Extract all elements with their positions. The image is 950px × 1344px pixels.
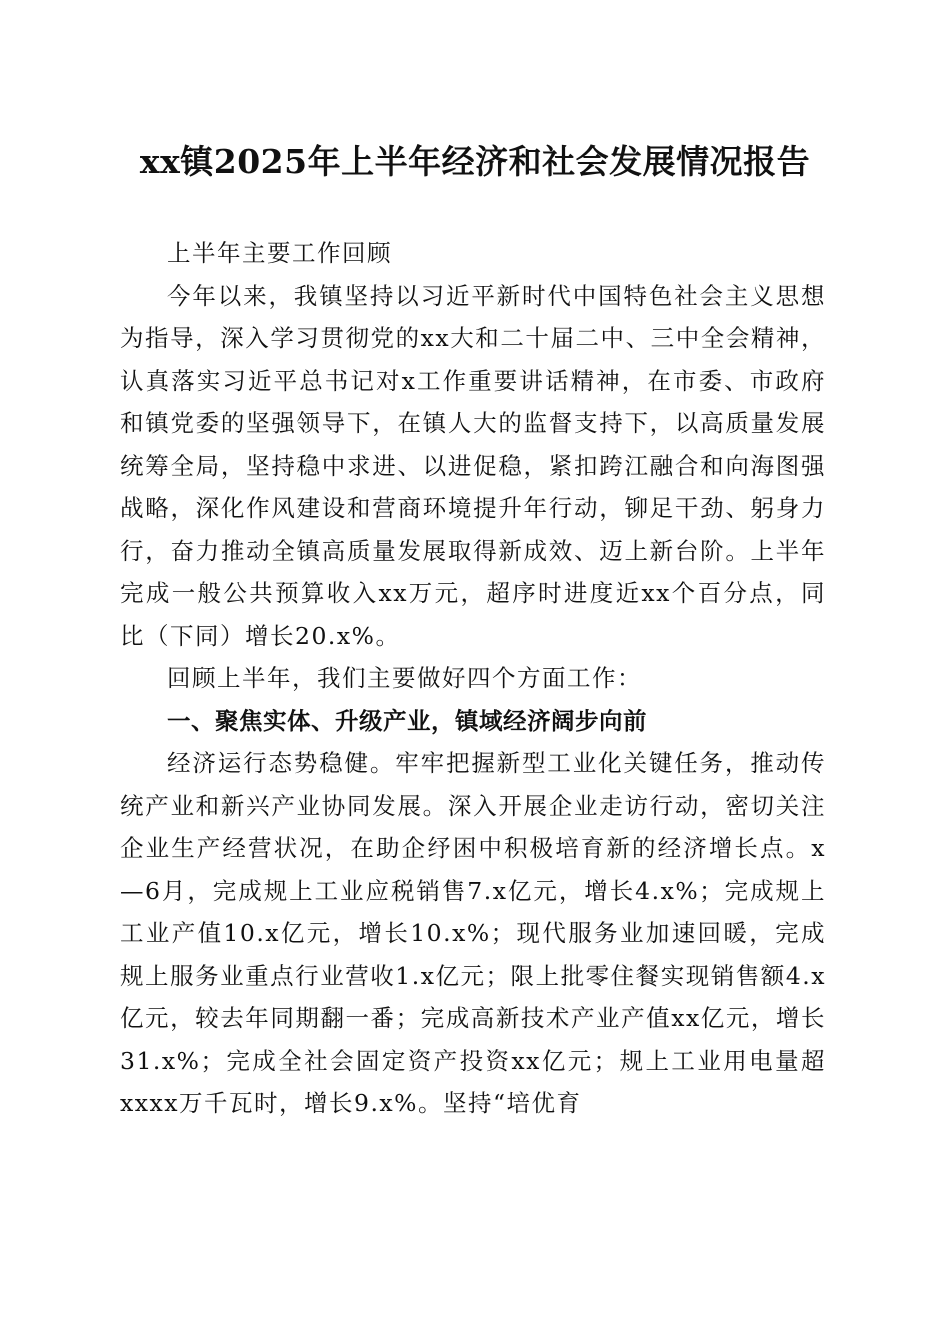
section-heading-one: 一、聚焦实体、升级产业，镇域经济阔步向前 <box>167 706 647 735</box>
document-title: xx镇2025年上半年经济和社会发展情况报告 <box>139 142 811 181</box>
document-body <box>120 232 826 1125</box>
economy-paragraph: 经济运行态势稳健。牢牢把握新型工业化关键任务，推动传统产业和新兴产业协同发展。深入开展企业走访行动，密切关注企业生产经营状况，在助企纾困中积极培育新的经济增长点。x—6月，完成规上工业应税销售7.x亿元，增长4.x%；完成规上工业产值10.x亿元，增长10.x%；现代服务业加速回暖，完成规上服务业重点行业营收1.x亿元；限上批零住餐实现销售额4.x亿元，较去年同期翻一番；完成高新技术产业产值xx亿元，增长31.x%；完成全社会固定资产投资xx亿元；规上工业用电量超xxxx万千瓦时，增长9.x%。坚持“培优育 <box>120 749 826 1117</box>
review-lead-paragraph: 回顾上半年，我们主要做好四个方面工作： <box>167 664 642 692</box>
overview-paragraph: 今年以来，我镇坚持以习近平新时代中国特色社会主义思想为指导，深入学习贯彻党的xx大和二十届二中、三中全会精神，认真落实习近平总书记对x工作重要讲话精神，在市委、市政府和镇党委的坚强领导下，在镇人大的监督支持下，以高质量发展统筹全局，坚持稳中求进、以进促稳，紧扣跨江融合和向海图强战略，深化作风建设和营商环境提升年行动，铆足干劲、躬身力行，奋力推动全镇高质量发展取得新成效、迈上新台阶。上半年完成一般公共预算收入xx万元，超序时进度近xx个百分点，同比（下同）增长20.x%。 <box>120 281 826 650</box>
section-intro-line: 上半年主要工作回顾 <box>167 239 392 267</box>
